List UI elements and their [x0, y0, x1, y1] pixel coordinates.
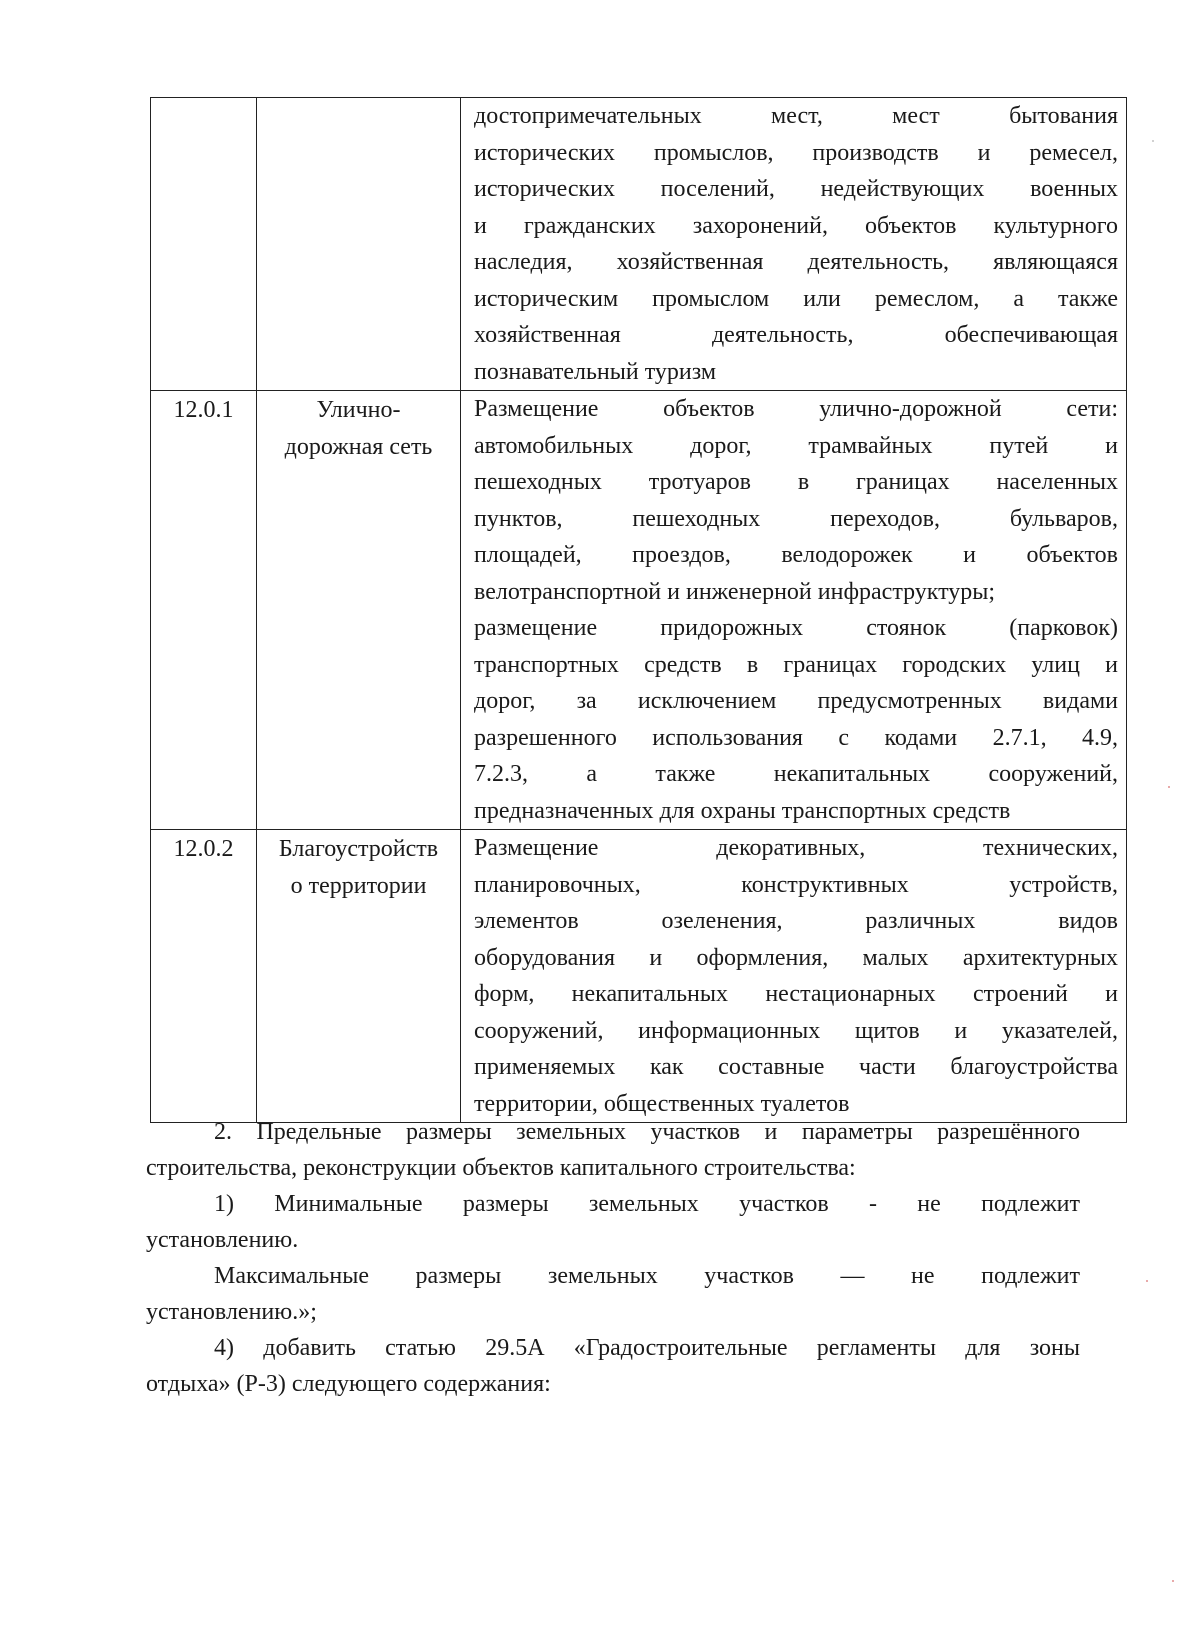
scan-speck: [1168, 786, 1170, 788]
table-row: [151, 830, 1127, 1123]
description-line: историческим промыслом или ремеслом, а также: [474, 285, 1118, 312]
description-line: предназначенных для охраны транспортных средств: [474, 797, 1011, 824]
description-line: хозяйственная деятельность, обеспечивающая: [474, 322, 1118, 348]
name-cell: [257, 98, 461, 391]
scan-speck: [1146, 1280, 1148, 1282]
description-line: территории, общественных туалетов: [474, 1090, 850, 1117]
description-line: и гражданских захоронений, объектов культурного: [474, 212, 1118, 239]
description-cell: [461, 830, 1127, 1123]
description-line: достопримечательных мест, мест бытования: [474, 103, 1118, 129]
paragraph-min-size: [146, 1186, 1080, 1258]
description-line: велотранспортной и инженерной инфраструктуры;: [474, 578, 996, 605]
code-cell: 12.0.1: [151, 391, 257, 830]
description-line: дорог, за исключением предусмотренных видами: [474, 688, 1118, 714]
paragraph-line: отдыха» (Р-3) следующего содержания:: [146, 1371, 551, 1397]
name-cell: [257, 391, 461, 830]
description-line: оборудования и оформления, малых архитектурных: [474, 944, 1118, 971]
description-cell: [461, 98, 1127, 391]
description-line: размещение придорожных стоянок (парковок): [474, 615, 1118, 641]
description-line: транспортных средств в границах городских улиц и: [474, 651, 1118, 678]
description-line: пунктов, пешеходных переходов, бульваров,: [474, 505, 1118, 532]
table-row: [151, 391, 1127, 830]
description-line: сооружений, информационных щитов и указателей,: [474, 1017, 1118, 1044]
description-line: Размещение декоративных, технических,: [474, 835, 1118, 861]
name-line: дорожная сеть: [284, 433, 433, 460]
paragraph-line: Максимальные размеры земельных участков — не подлежит: [214, 1263, 1080, 1289]
paragraph-max-size: [146, 1258, 1080, 1330]
paragraph-add-article: [146, 1330, 1080, 1402]
paragraph-line: 4) добавить статью 29.5А «Градостроительные регламенты для зоны: [214, 1335, 1080, 1361]
paragraph-line: установлению.: [146, 1227, 299, 1253]
code-cell: 12.0.2: [151, 830, 257, 1123]
description-cell: [461, 391, 1127, 830]
description-line: разрешенного использования с кодами 2.7.1, 4.9,: [474, 724, 1118, 751]
table-row: [151, 98, 1127, 391]
description-line: пешеходных тротуаров в границах населенных: [474, 469, 1118, 495]
description-line: автомобильных дорог, трамвайных путей и: [474, 432, 1118, 459]
description-line: элементов озеленения, различных видов: [474, 908, 1118, 934]
description-line: исторических поселений, недействующих военных: [474, 176, 1118, 202]
regulations-table: [150, 97, 1127, 1123]
paragraph-line: 1) Минимальные размеры земельных участков - не подлежит: [214, 1191, 1080, 1217]
paragraph-limits: [146, 1114, 1080, 1186]
paragraph-line: 2. Предельные размеры земельных участков и параметры разрешённого: [214, 1119, 1080, 1145]
scan-speck: [1172, 1580, 1174, 1582]
paragraph-line: установлению.»;: [146, 1299, 317, 1325]
name-line: Благоустройств: [278, 836, 439, 862]
description-line: наследия, хозяйственная деятельность, являющаяся: [474, 249, 1118, 275]
description-line: познавательный туризм: [474, 358, 717, 385]
name-line: о территории: [290, 872, 427, 899]
description-line: форм, некапитальных нестационарных строений и: [474, 981, 1118, 1007]
name-line: Улично-: [316, 397, 401, 423]
paragraph-line: строительства, реконструкции объектов капитального строительства:: [146, 1155, 856, 1181]
description-line: исторических промыслов, производств и ремесел,: [474, 139, 1118, 166]
name-cell: [257, 830, 461, 1123]
code-cell: [151, 98, 257, 391]
description-line: применяемых как составные части благоустройства: [474, 1054, 1118, 1080]
description-line: площадей, проездов, велодорожек и объектов: [474, 542, 1118, 568]
description-line: 7.2.3, а также некапитальных сооружений,: [474, 761, 1118, 787]
scan-speck: [1152, 140, 1154, 142]
description-line: планировочных, конструктивных устройств,: [474, 871, 1118, 898]
description-line: Размещение объектов улично-дорожной сети:: [474, 396, 1118, 422]
